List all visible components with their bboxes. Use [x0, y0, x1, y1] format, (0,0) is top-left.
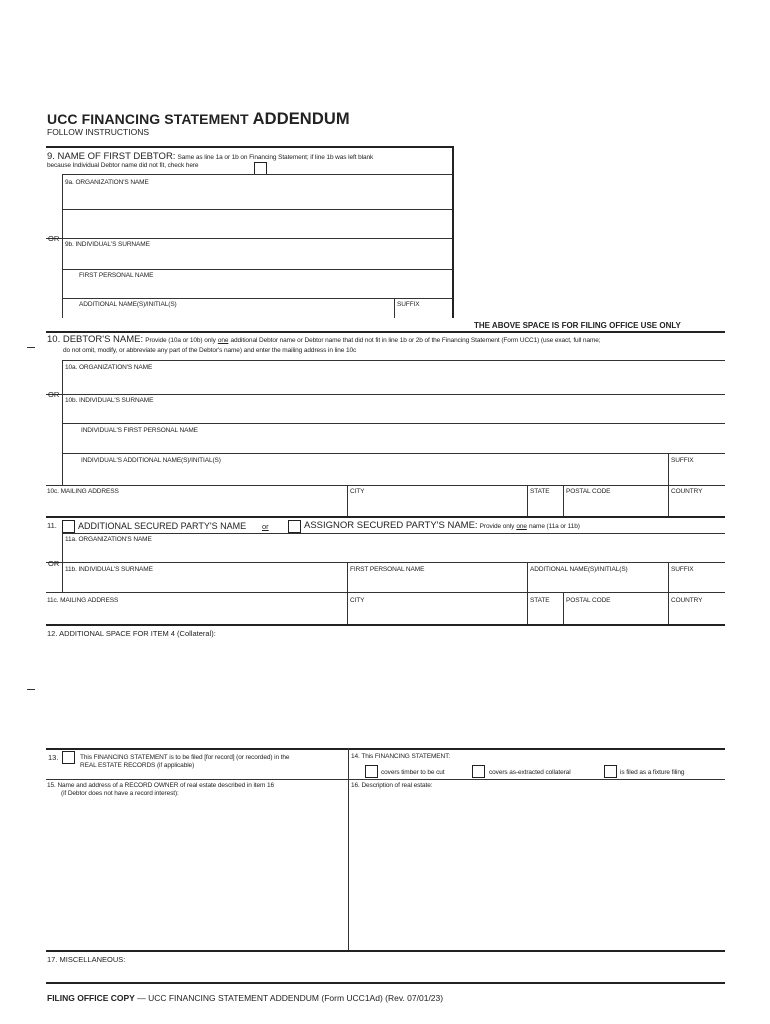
item13-top-border: [46, 748, 725, 750]
fold-mark-bottom: [27, 689, 35, 690]
item11-additional-field[interactable]: [528, 574, 667, 590]
divider: [46, 592, 725, 593]
item9-top-border: [46, 146, 454, 148]
item9b-surname-field[interactable]: [63, 249, 451, 267]
fixture-filing-checkbox[interactable]: [604, 765, 617, 778]
divider: [62, 423, 725, 424]
fold-mark-top: [27, 347, 35, 348]
item13-text2: REAL ESTATE RECORDS (if applicable): [80, 762, 195, 769]
divider: [46, 485, 725, 486]
item11-city-field[interactable]: [348, 604, 526, 622]
item11-or: or: [262, 522, 269, 531]
item11-city-label: CITY: [350, 597, 365, 604]
item11-postal-label: POSTAL CODE: [566, 597, 611, 604]
item11-or-label: OR: [48, 559, 60, 568]
item11-state-label: STATE: [530, 597, 550, 604]
divider: [46, 562, 725, 563]
item15-record-owner-field[interactable]: [47, 800, 346, 948]
item9-first-name-label: FIRST PERSONAL NAME: [79, 272, 154, 279]
item10a-label: 10a. ORGANIZATION'S NAME: [65, 364, 153, 371]
item11-suffix-label: SUFFIX: [671, 566, 694, 573]
follow-instructions: FOLLOW INSTRUCTIONS: [47, 127, 150, 137]
divider: [46, 238, 452, 239]
item16-real-estate-field[interactable]: [350, 792, 723, 948]
item13-text1: This FINANCING STATEMENT is to be filed [for record] (or recorded) in the: [80, 754, 290, 761]
item14-opt1: covers timber to be cut: [381, 769, 445, 776]
item12-collateral-field[interactable]: [47, 642, 723, 746]
item11-country-label: COUNTRY: [671, 597, 703, 604]
item16-label: 16. Description of real estate:: [351, 782, 433, 789]
item10-note2: do not omit, modify, or abbreviate any part of the Debtor's name) and enter the mailing address in line 10c: [63, 347, 357, 354]
item11a-org-name-field[interactable]: [63, 544, 723, 561]
item10c-mailing-field[interactable]: [47, 496, 345, 514]
additional-secured-party-checkbox[interactable]: [62, 520, 75, 533]
item9-note: Same as line 1a or 1b on Financing Statement; if line 1b was left blank: [177, 154, 374, 161]
item10a-org-name-field[interactable]: [63, 371, 723, 393]
footer-top-border: [46, 982, 725, 984]
item9-note2: because Individual Debtor name did not fit, check here: [47, 162, 199, 169]
item10-postal-label: POSTAL CODE: [566, 488, 611, 495]
divider: [62, 269, 452, 270]
item9b-label: 9b. INDIVIDUAL'S SURNAME: [65, 241, 150, 248]
item10c-mailing-label: 10c. MAILING ADDRESS: [47, 488, 119, 495]
item10-state-label: STATE: [530, 488, 550, 495]
item9-first-name-field[interactable]: [63, 280, 451, 297]
item11c-mailing-field[interactable]: [47, 604, 345, 622]
item10-city-label: CITY: [350, 488, 365, 495]
item9-label: 9. NAME OF FIRST DEBTOR:: [47, 151, 176, 162]
item9a-label: 9a. ORGANIZATION'S NAME: [65, 179, 149, 186]
item10-first-name-field[interactable]: [63, 434, 723, 452]
item10-country-field[interactable]: [669, 496, 723, 514]
item17-top-border: [46, 950, 725, 952]
divider: [62, 209, 452, 210]
item10-additional-label: INDIVIDUAL'S ADDITIONAL NAME(S)/INITIAL(S): [81, 457, 221, 464]
footer-form-info: — UCC FINANCING STATEMENT ADDENDUM (Form UCC1Ad) (Rev. 07/01/23): [134, 993, 444, 1003]
item10-note-a: Provide (10a or 10b) only: [145, 337, 216, 344]
item12-top-border: [46, 624, 725, 626]
item17-label: 17. MISCELLANEOUS:: [47, 955, 126, 964]
item9-additional-label: ADDITIONAL NAME(S)/INITIAL(S): [79, 301, 177, 308]
divider: [62, 533, 725, 534]
divider: [62, 360, 725, 361]
item11-suffix-field[interactable]: [669, 574, 723, 590]
item14-opt3: is filed as a fixture filing: [620, 769, 685, 776]
item10-label-line: [47, 334, 601, 345]
item11-additional-label2: ADDITIONAL NAME(S)/INITIAL(S): [530, 566, 628, 573]
item11-additional-label: ADDITIONAL SECURED PARTY'S NAME: [78, 521, 247, 531]
item10-suffix-field[interactable]: [669, 464, 723, 484]
filing-office-note: THE ABOVE SPACE IS FOR FILING OFFICE USE ONLY: [474, 321, 681, 330]
as-extracted-checkbox[interactable]: [472, 765, 485, 778]
item10-top-border: [46, 331, 725, 333]
item9-or: OR: [48, 234, 60, 243]
item11-assignor-line: [304, 520, 580, 531]
item10-note-b: additional Debtor name or Debtor name that did not fit in line 1b or 2b of the Financing Statement (Form UCC1) (use exact, full name;: [230, 337, 601, 344]
item14-label: 14. This FINANCING STATEMENT:: [351, 753, 450, 760]
item12-label: 12. ADDITIONAL SPACE FOR ITEM 4 (Collateral):: [47, 629, 216, 638]
item10-first-name-label: INDIVIDUAL'S FIRST PERSONAL NAME: [81, 427, 198, 434]
item10-suffix-label: SUFFIX: [671, 457, 694, 464]
item9a-org-name-field[interactable]: [63, 186, 451, 208]
divider: [62, 174, 452, 175]
form-title-emphasis: ADDENDUM: [252, 110, 350, 128]
assignor-secured-party-checkbox[interactable]: [288, 520, 301, 533]
item11c-mailing-label: 11c. MAILING ADDRESS: [47, 597, 119, 604]
divider: [62, 453, 725, 454]
item11-note-a: Provide only: [479, 523, 515, 530]
item11-state-field[interactable]: [528, 604, 562, 622]
real-estate-records-checkbox[interactable]: [62, 751, 75, 764]
form-title-main: UCC FINANCING STATEMENT: [47, 111, 249, 127]
divider: [46, 394, 725, 395]
item9-suffix-label: SUFFIX: [397, 301, 420, 308]
item11a-label: 11a. ORGANIZATION'S NAME: [65, 536, 152, 543]
divider: [46, 779, 725, 780]
item11-first-name-field[interactable]: [348, 574, 526, 590]
footer-copy-label: FILING OFFICE COPY: [47, 993, 135, 1003]
item17-misc-field[interactable]: [47, 966, 723, 980]
item9-additional-field[interactable]: [63, 308, 393, 317]
item14-opt2: covers as-extracted collateral: [489, 769, 571, 776]
timber-checkbox[interactable]: [365, 765, 378, 778]
item10-or: OR: [48, 390, 60, 399]
footer: [47, 993, 443, 1003]
item10b-label: 10b. INDIVIDUAL'S SURNAME: [65, 397, 154, 404]
item10-additional-field[interactable]: [63, 464, 667, 484]
item11-note-one: one: [516, 523, 527, 530]
item9-suffix-field[interactable]: [395, 308, 451, 317]
item15-text2: (if Debtor does not have a record interest):: [61, 790, 179, 797]
item10b-surname-field[interactable]: [63, 404, 723, 422]
item11-postal-field[interactable]: [564, 604, 667, 622]
item10-state-field[interactable]: [528, 496, 562, 514]
item13-num: 13.: [48, 753, 59, 762]
item11-first-name-label: FIRST PERSONAL NAME: [350, 566, 425, 573]
item11-note-b: name (11a or 11b): [528, 523, 580, 530]
item11-top-border: [46, 516, 725, 518]
item11b-surname-field[interactable]: [63, 574, 345, 590]
item9-label-line: [47, 151, 373, 162]
item10-label: 10. DEBTOR'S NAME:: [47, 334, 144, 345]
item10-postal-field[interactable]: [564, 496, 667, 514]
item11-assignor-label: ASSIGNOR SECURED PARTY'S NAME:: [304, 520, 478, 531]
item15-text1: 15. Name and address of a RECORD OWNER of real estate described in item 16: [47, 782, 275, 789]
item10-note-one: one: [217, 337, 229, 344]
item11b-label: 11b. INDIVIDUAL'S SURNAME: [65, 566, 153, 573]
item10-city-field[interactable]: [348, 496, 526, 514]
item11-country-field[interactable]: [669, 604, 723, 622]
item9-right-border: [452, 146, 454, 318]
item11-num: 11.: [47, 521, 57, 530]
item10-country-label: COUNTRY: [671, 488, 703, 495]
